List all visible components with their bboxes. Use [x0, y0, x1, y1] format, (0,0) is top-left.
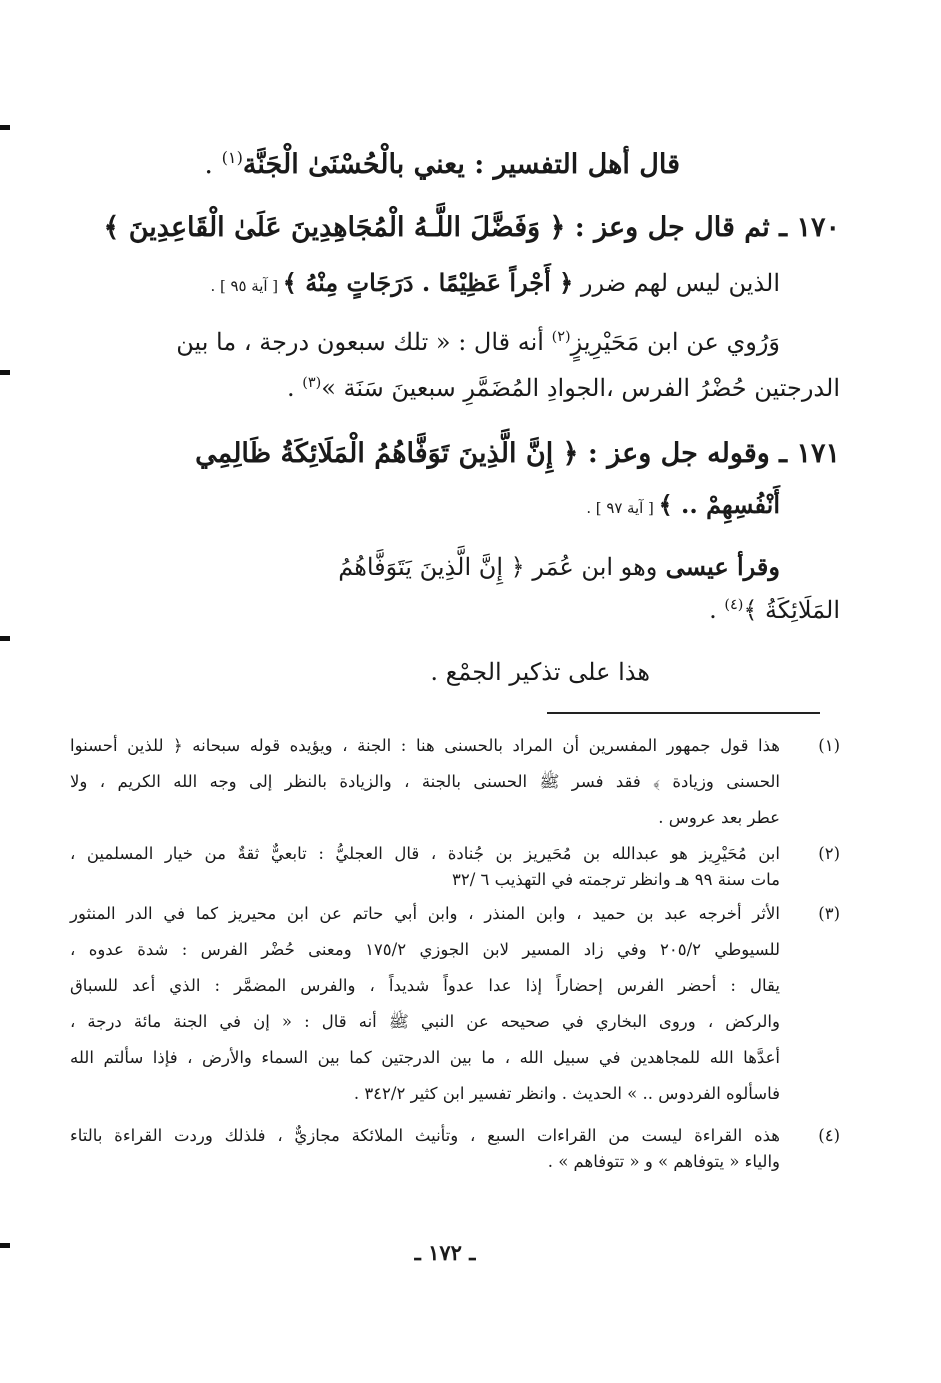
verse-171-heading: ١٧١ ـ وقوله جل وعز :: [578, 438, 840, 469]
intro-text: قال أهل التفسير : يعني بالْحُسْنَىٰ الْجَنَّة: [242, 149, 680, 180]
verse-170-heading: ١٧٠ ـ ثم قال جل وعز :: [565, 212, 840, 243]
scan-edge-mark: [0, 370, 10, 375]
verse-170-quran: ﴿ وَفَضَّلَ اللَّـهُ الْمُجَاهِدِينَ عَلَىٰ الْقَاعِدِينَ ﴾: [103, 212, 566, 243]
scan-edge-mark: [0, 125, 10, 130]
verse-171-quran: ﴿ إِنَّ الَّذِينَ تَوَفَّاهُمُ الْمَلَائِكَةُ ظَالِمِي: [195, 438, 579, 469]
verse-170-line-1: [70, 212, 840, 243]
verse-170-ayah-ref: [ آية ٩٥ ] .: [210, 277, 283, 295]
page-number: ـ ١٧٢ ـ: [414, 1240, 476, 1265]
footnote-number: (٤): [818, 1126, 840, 1145]
reader-name: وقرأ عيسى: [657, 552, 780, 581]
verse-170-quran-2: ﴿ أَجْراً عَظِيْمًا . دَرَجَاتٍ مِنْهُ ﴾: [282, 268, 574, 297]
scan-edge-mark: [0, 636, 10, 641]
verse-171-ayah-ref: [ آية ٩٧ ] .: [586, 499, 659, 517]
reading-line-2: المَلَائِكَةُ ﴾$^{(٤)}$ .: [709, 596, 840, 624]
footnote-ref-3: (٣): [302, 375, 322, 391]
footnote-number: (٣): [818, 904, 840, 923]
footnote-number: (٢): [818, 844, 840, 863]
footnote-number: (١): [818, 736, 840, 755]
footnote-2: (٢) ابن مُحَيْرِيز هو عبدالله بن مُحَيريز بن جُنادة ، قال العجليُّ : تابعيٌّ ثقةٌ من خيار المسلمين ، مات سنة ٩٩ هـ وانظر ترجمته في التهذيب ٦ /٣٢: [70, 844, 840, 889]
footnote-1: (١) هذا قول جمهور المفسرين أن المراد بالحسنى هنا : الجنة ، ويؤيده قوله سبحانه ﴿ للذين أحسنوا الحسنى وزيادة ﴾ فقد فسر ﷺ الحسنى بالجنة ، والزيادة بالنظر إلى وجه الله الكريم ، ولا عطر بعد عروس .: [70, 736, 840, 827]
footnote-4: (٤) هذه القراءة ليست من القراءات السبع ، وتأنيث الملائكة مجازيٌّ ، فلذلك وردت القراءة بالتاء والياء « يتوفاهم » و « تتوفاهم » .: [70, 1126, 840, 1171]
narration-line-2: الدرجتين حُضْرُ الفرس ،الجوادِ المُضَمَّرِ سبعينَ سَنَة »$^{(٣)}$ .: [286, 374, 840, 402]
scan-edge-mark: [0, 1243, 10, 1248]
reading-line-1: وقرأ عيسى وهو ابن عُمَر ﴿ إِنَّ الَّذِينَ يَتَوَفَّاهُمُ: [338, 552, 780, 581]
footnote-ref-1: (١): [221, 148, 243, 167]
footnote-3: (٣) الأثر أخرجه عبد بن حميد ، وابن المنذر ، وابن أبي حاتم عن ابن محيريز كما في الدر المنثور للسيوطي ٢٠٥/٢ وفي زاد المسير لابن الجوزي ١٧٥/٢ ومعنى حُضْر الفرس : شدة عدوه ، يقال : أحضر الفرس إحضاراً إذا عدا عدواً شديداً ، والفرس المضمَّر : الذي أعد للسباق والركض ، وروى البخاري في صحيحه عن النبي ﷺ أنه قال : « إن في الجنة مائة درجة ، أعدَّها الله للمجاهدين في سبيل الله ، ما بين الدرجتين كما بين السماء والأرض ، فإذا سألتم الله فاسألوه الفردوس .. » الحديث . وانظر تفسير ابن كثير ٣٤٢/٢ .: [70, 904, 840, 1103]
verse-171-line-2: [70, 490, 780, 519]
narration-line-1: وَرُوي عن ابن مَحَيْرِيزٍ$^{(٢)}$ أنه قال : « تلك سبعون درجة ، ما بين: [176, 328, 780, 356]
verse-171-line-1: [70, 438, 840, 469]
closing-line: هذا على تذكير الجمْع .: [430, 658, 650, 686]
footnote-separator: [547, 712, 820, 714]
paragraph-intro: قال أهل التفسير : يعني بالْحُسْنَىٰ الْجَنَّة$^{(١)}$ .: [204, 148, 680, 180]
footnote-ref-2: (٢): [551, 329, 571, 345]
verse-171-quran-2: أَنْفُسِهِمْ .. ﴾: [658, 490, 780, 519]
verse-170-line-2: الذين ليس لهم ضرر ﴿ أَجْراً عَظِيْمًا . دَرَجَاتٍ مِنْهُ ﴾ [ آية ٩٥ ] .: [210, 268, 780, 297]
main-text: [70, 0, 840, 700]
footnote-ref-4: (٤): [724, 597, 744, 613]
